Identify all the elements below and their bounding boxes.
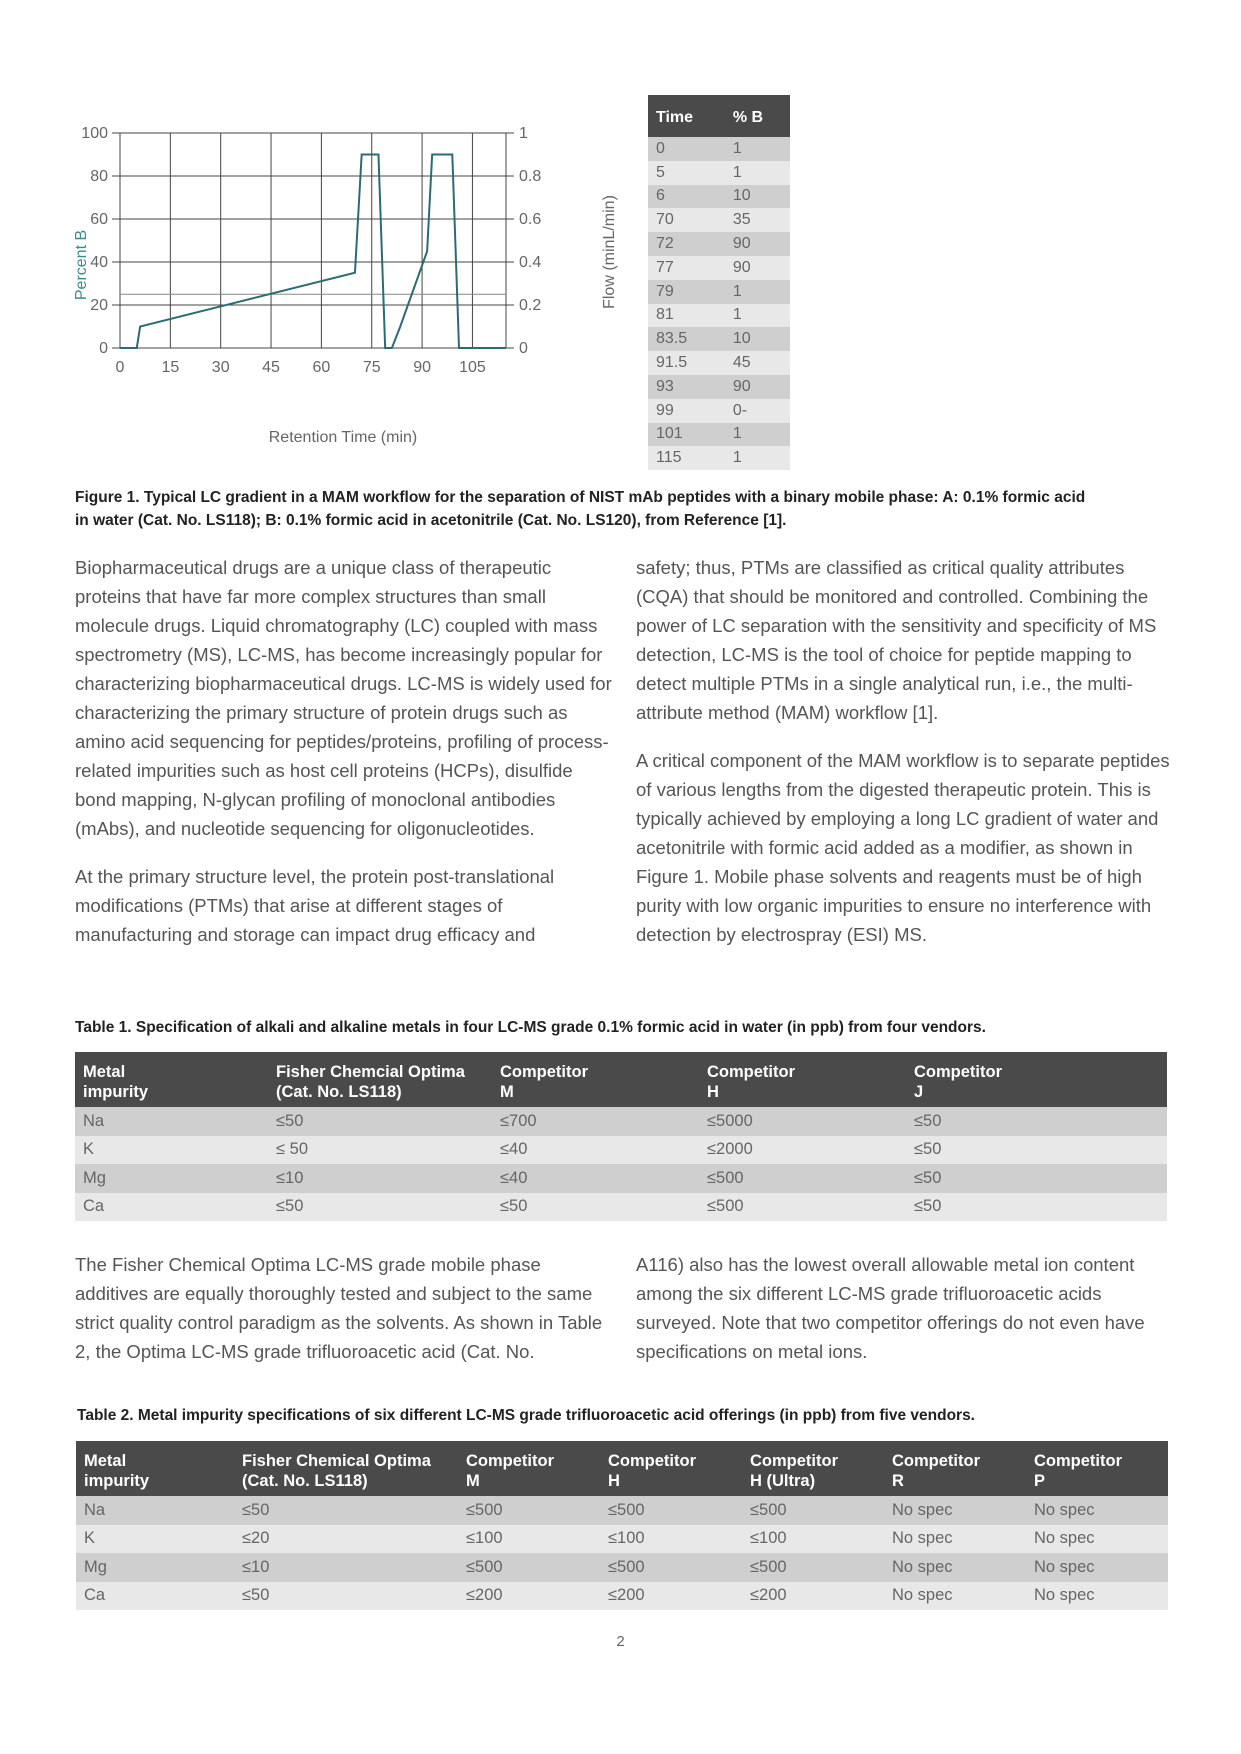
body-paragraph: The Fisher Chemical Optima LC-MS grade mobile phase additives are equally thoroughly tested and subject to the same strict quality control paradigm as the solvents. As shown in Table 2, the Optima LC-MS grade trifluoroacetic acid (Cat. No. (75, 1254, 603, 1362)
x-tick-label: 90 (413, 359, 431, 376)
x-tick-label: 15 (161, 359, 180, 376)
gradient-time-cell: 99 (648, 399, 725, 423)
x-tick-label: 75 (362, 359, 381, 376)
table-row (75, 1193, 1167, 1222)
figure-caption-line-1: Figure 1. Typical LC gradient in a MAM workflow for the separation of NIST mAb peptides with a binary mobile phase: A: 0.1% formic acid (75, 489, 1086, 506)
table1-header-cell: Competitor H (699, 1052, 906, 1107)
gradient-time-cell: 0 (648, 137, 725, 161)
y2-tick-label: 0.2 (519, 297, 542, 314)
table1-header-cell: Competitor M (492, 1052, 699, 1107)
body-paragraph: A116) also has the lowest overall allowable metal ion content among the six different LC-MS grade trifluoroacetic acids surveyed. Note that two competitor offerings do not even have specifications on metal ions. (636, 1254, 1145, 1362)
body-paragraph: At the primary structure level, the protein post-translational modifications (PTMs) that arise at different stages of manufacturing and storage can impact drug efficacy and (75, 866, 555, 945)
y2-tick-label: 0.8 (519, 168, 542, 185)
table-cell: Mg (76, 1553, 234, 1582)
table-cell: ≤50 (268, 1107, 492, 1136)
table-cell: ≤5000 (699, 1107, 906, 1136)
y2-tick-label: 0.4 (519, 254, 542, 271)
gradient-time-cell: 77 (648, 256, 725, 280)
gradient-time-cell: 5 (648, 161, 725, 185)
y-tick-label: 20 (90, 297, 108, 314)
gradient-percent-cell: 0- (725, 399, 790, 423)
x-tick-label: 60 (312, 359, 331, 376)
gradient-percent-cell: 1 (725, 280, 790, 304)
table1-header-cell: Fisher Chemcial Optima (Cat. No. LS118) (268, 1052, 492, 1107)
table-cell: ≤500 (600, 1496, 742, 1525)
body2-left-column (75, 1250, 615, 1385)
table-row (76, 1496, 1168, 1525)
table-cell: ≤100 (600, 1525, 742, 1554)
table-cell: ≤50 (234, 1496, 458, 1525)
table2-header-cell: Competitor H (Ultra) (742, 1441, 884, 1496)
body-left-column (75, 553, 615, 968)
gradient-table-row (648, 185, 790, 209)
gradient-time-cell: 79 (648, 280, 725, 304)
gradient-time-cell: 72 (648, 232, 725, 256)
table-cell: No spec (884, 1553, 1026, 1582)
y-tick-label: 60 (90, 211, 108, 228)
table-cell: No spec (1026, 1525, 1168, 1554)
table1-header-cell: Metal impurity (75, 1052, 268, 1107)
x-tick-label: 0 (115, 359, 125, 376)
table-row (75, 1107, 1167, 1136)
y-tick-label: 0 (99, 340, 108, 357)
table-cell: ≤200 (742, 1582, 884, 1611)
table-cell: ≤2000 (699, 1136, 906, 1165)
gradient-table (648, 95, 790, 470)
gradient-table-row (648, 304, 790, 328)
table-cell: ≤40 (492, 1136, 699, 1165)
gradient-table-row (648, 232, 790, 256)
gradient-percent-cell: 10 (725, 185, 790, 209)
gradient-table-row (648, 208, 790, 232)
y-tick-label: 40 (90, 254, 108, 271)
y2-axis-label: Flow (minL/min) (601, 195, 618, 309)
x-tick-label: 45 (262, 359, 280, 376)
table-cell: ≤100 (742, 1525, 884, 1554)
gradient-table-header-percent-b: % B (725, 95, 790, 137)
y2-tick-label: 0 (519, 340, 528, 357)
body-right-column (636, 553, 1176, 968)
gradient-percent-cell: 45 (725, 351, 790, 375)
table-cell: K (75, 1136, 268, 1165)
gradient-table-row (648, 399, 790, 423)
table-cell: ≤50 (234, 1582, 458, 1611)
gradient-table-header-time: Time (648, 95, 725, 137)
gradient-series-line (120, 155, 506, 349)
table-cell: No spec (884, 1582, 1026, 1611)
gradient-table-row (648, 256, 790, 280)
table1-caption: Table 1. Specification of alkali and alkaline metals in four LC-MS grade 0.1% formic acid in water (in ppb) from four vendors. (75, 1019, 986, 1036)
table-cell: ≤50 (492, 1193, 699, 1222)
gradient-time-cell: 70 (648, 208, 725, 232)
table2-header-cell: Competitor H (600, 1441, 742, 1496)
table-cell: Mg (75, 1164, 268, 1193)
gradient-table-row (648, 423, 790, 447)
table-cell: No spec (1026, 1553, 1168, 1582)
body-paragraph: safety; thus, PTMs are classified as critical quality attributes (CQA) that should be monitored and controlled. Combining the power of LC separation with the sensitivity and specificity of MS detection, LC-MS is the tool of choice for peptide mapping to detect multiple PTMs in a single analytical run, i.e., the multi-attribute method (MAM) workflow [1]. (636, 557, 1157, 723)
gradient-time-cell: 91.5 (648, 351, 725, 375)
chart-grid (112, 133, 514, 348)
table-cell: Ca (75, 1193, 268, 1222)
body2-right-column (636, 1250, 1176, 1385)
table-cell: Na (75, 1107, 268, 1136)
y-tick-label: 100 (81, 125, 108, 142)
figure-caption (75, 486, 1085, 532)
table-cell: No spec (884, 1496, 1026, 1525)
gradient-table-row (648, 280, 790, 304)
gradient-percent-cell: 90 (725, 375, 790, 399)
table-cell: No spec (884, 1525, 1026, 1554)
table2 (76, 1441, 1168, 1610)
gradient-time-cell: 93 (648, 375, 725, 399)
table-cell: ≤50 (906, 1107, 1167, 1136)
gradient-time-cell: 101 (648, 423, 725, 447)
gradient-table-row (648, 351, 790, 375)
table-row (76, 1582, 1168, 1611)
table-cell: ≤500 (458, 1553, 600, 1582)
table-row (76, 1553, 1168, 1582)
gradient-percent-cell: 90 (725, 232, 790, 256)
x-tick-label: 30 (211, 359, 230, 376)
gradient-chart (60, 120, 620, 460)
table2-header-cell: Competitor R (884, 1441, 1026, 1496)
page-number: 2 (616, 1633, 625, 1650)
gradient-percent-cell: 10 (725, 327, 790, 351)
table-cell: ≤700 (492, 1107, 699, 1136)
table-cell: ≤50 (268, 1193, 492, 1222)
gradient-percent-cell: 1 (725, 446, 790, 470)
table2-header-cell: Fisher Chemical Optima (Cat. No. LS118) (234, 1441, 458, 1496)
gradient-percent-cell: 1 (725, 304, 790, 328)
x-tick-labels (116, 359, 486, 376)
table-cell: ≤20 (234, 1525, 458, 1554)
gradient-time-cell: 115 (648, 446, 725, 470)
table-row (76, 1525, 1168, 1554)
body-paragraph: A critical component of the MAM workflow is to separate peptides of various lengths from the digested therapeutic protein. This is typically achieved by employing a long LC gradient of water and acetonitrile with formic acid added as a modifier, as shown in Figure 1. Mobile phase solvents and reagents must be of high purity with low organic impurities to ensure no interference with detection by electrospray (ESI) MS. (636, 750, 1170, 945)
gradient-table-row (648, 327, 790, 351)
gradient-table-row (648, 446, 790, 470)
gradient-table-row (648, 161, 790, 185)
gradient-time-cell: 83.5 (648, 327, 725, 351)
gradient-time-cell: 81 (648, 304, 725, 328)
gradient-time-cell: 6 (648, 185, 725, 209)
table2-caption: Table 2. Metal impurity specifications of six different LC-MS grade trifluoroacetic acid offerings (in ppb) from five vendors. (77, 1407, 975, 1424)
table-cell: ≤100 (458, 1525, 600, 1554)
table-cell: ≤500 (600, 1553, 742, 1582)
table-cell: ≤ 50 (268, 1136, 492, 1165)
y2-tick-label: 0.6 (519, 211, 542, 228)
table-cell: ≤10 (234, 1553, 458, 1582)
gradient-percent-cell: 35 (725, 208, 790, 232)
y-axis-label: Percent B (73, 229, 90, 301)
table-cell: ≤500 (699, 1193, 906, 1222)
table-cell: No spec (1026, 1496, 1168, 1525)
table-cell: ≤50 (906, 1164, 1167, 1193)
table2-header-cell: Competitor M (458, 1441, 600, 1496)
body-paragraph: Biopharmaceutical drugs are a unique class of therapeutic proteins that have far more complex structures than small molecule drugs. Liquid chromatography (LC) coupled with mass spectrometry (MS), LC-MS, has become increasingly popular for characterizing biopharmaceutical drugs. LC-MS is widely used for characterizing the primary structure of protein drugs such as amino acid sequencing for peptides/proteins, profiling of process-related impurities such as host cell proteins (HCPs), disulfide bond mapping, N-glycan profiling of monoclonal antibodies (mAbs), and nucleotide sequencing for oligonucleotides. (75, 557, 612, 839)
x-axis-label: Retention Time (min) (268, 429, 418, 446)
table-cell: ≤500 (742, 1553, 884, 1582)
table-cell: ≤200 (600, 1582, 742, 1611)
table2-header-cell: Metal impurity (76, 1441, 234, 1496)
table-cell: ≤200 (458, 1582, 600, 1611)
gradient-percent-cell: 1 (725, 161, 790, 185)
gradient-percent-cell: 90 (725, 256, 790, 280)
gradient-percent-cell: 1 (725, 423, 790, 447)
table2-header-cell: Competitor P (1026, 1441, 1168, 1496)
y2-tick-label: 1 (519, 125, 528, 142)
figure-caption-line-2: in water (Cat. No. LS118); B: 0.1% formic acid in acetonitrile (Cat. No. LS120), from Reference [1]. (75, 512, 787, 529)
y-tick-label: 80 (90, 168, 108, 185)
table1-header-cell: Competitor J (906, 1052, 1167, 1107)
table-cell: Na (76, 1496, 234, 1525)
table-cell: ≤500 (458, 1496, 600, 1525)
table-cell: ≤500 (742, 1496, 884, 1525)
table-cell: ≤40 (492, 1164, 699, 1193)
table-cell: ≤500 (699, 1164, 906, 1193)
gradient-percent-cell: 1 (725, 137, 790, 161)
table-cell: ≤50 (906, 1193, 1167, 1222)
gradient-table-row (648, 137, 790, 161)
table-cell: Ca (76, 1582, 234, 1611)
table1 (75, 1052, 1167, 1221)
table-row (75, 1136, 1167, 1165)
x-tick-label: 105 (459, 359, 486, 376)
table-cell: No spec (1026, 1582, 1168, 1611)
table-cell: ≤50 (906, 1136, 1167, 1165)
table-row (75, 1164, 1167, 1193)
gradient-table-row (648, 375, 790, 399)
table-cell: K (76, 1525, 234, 1554)
y2-tick-labels (519, 125, 541, 357)
table-cell: ≤10 (268, 1164, 492, 1193)
